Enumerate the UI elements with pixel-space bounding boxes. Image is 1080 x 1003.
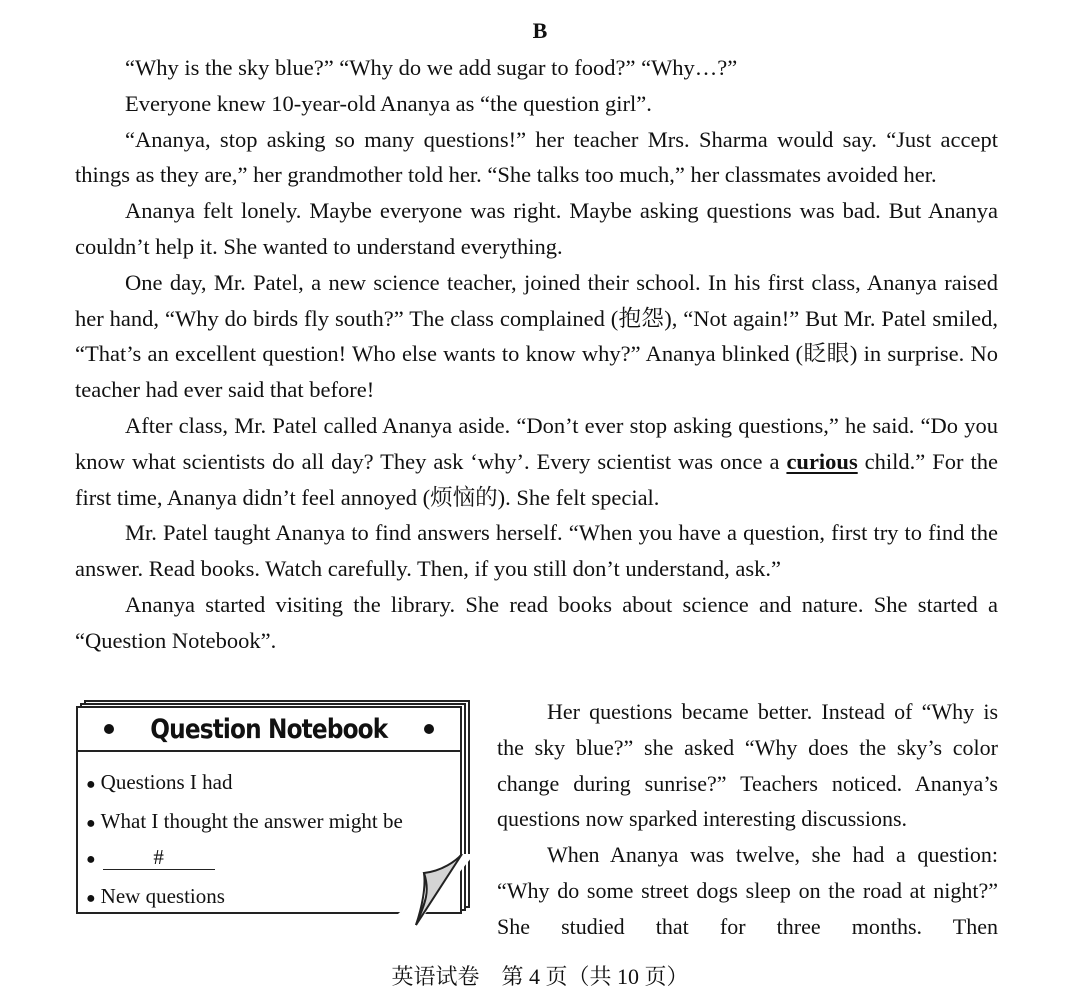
dot-icon (424, 724, 434, 734)
paragraph-text: After class, Mr. Patel called Ananya aside. “Don’t ever stop asking questions,” he said. “Do you know what scientists do all day? They ask ‘why’. Every scientist was once a (75, 412, 998, 474)
answer-blank: # (103, 845, 215, 870)
notebook-header (78, 708, 460, 752)
section-heading: B (532, 18, 548, 43)
list-item-label: What I thought the answer might be (100, 809, 403, 833)
bullet-icon: ● (86, 815, 96, 832)
paragraph-text: child.” For the first time, Ananya didn’t feel annoyed (烦恼的). She felt special. (75, 448, 998, 510)
paragraph: “Ananya, stop asking so many questions!” her teacher Mrs. Sharma would say. “Just accept things as they are,” her grandmother told her. “She talks too much,” her classmates avoided her. (75, 126, 998, 188)
passage-body (75, 50, 998, 659)
paragraph: Everyone knew 10-year-old Ananya as “the question girl”. (125, 90, 652, 116)
paragraph (75, 408, 998, 515)
paragraph: Ananya started visiting the library. She read books about science and nature. She started a “Question Notebook”. (75, 591, 998, 653)
underlined-word: curious (786, 448, 858, 474)
list-item (86, 803, 460, 842)
list-item-label: New questions (100, 884, 225, 908)
list-item (86, 764, 460, 803)
paragraph: Her questions became better. Instead of “Why is the sky blue?” she asked “Why does the sky’s color change during sunrise?” Teachers noticed. Ananya’s questions now sparked interesting discussions. (497, 699, 998, 832)
paragraph: “Why is the sky blue?” “Why do we add sugar to food?” “Why…?” (125, 55, 738, 80)
bullet-icon: ● (86, 890, 96, 907)
paragraph: Ananya felt lonely. Maybe everyone was right. Maybe asking questions was bad. But Ananya couldn’t help it. She wanted to understand everything. (75, 198, 998, 259)
list-item-label: Questions I had (100, 770, 233, 794)
bullet-icon: ● (86, 851, 96, 868)
bullet-icon: ● (86, 776, 96, 793)
paragraph: Mr. Patel taught Ananya to find answers herself. “When you have a question, first try to find the answer. Read books. Watch carefully. Then, if you still don’t understand, ask.” (75, 520, 998, 582)
page-curl-icon (396, 851, 474, 927)
paragraph: When Ananya was twelve, she had a question: “Why do some street dogs sleep on the road at night?” She studied that for three months. Then (497, 842, 998, 939)
page-footer: 英语试卷 第 4 页（共 10 页） (391, 964, 689, 989)
passage-right-column (497, 694, 998, 945)
paragraph: One day, Mr. Patel, a new science teacher, joined their school. In his first class, Ananya raised her hand, “Why do birds fly south?” The class complained (抱怨), “Not again!” But Mr. Patel smiled, “That’s an excellent question! Who else wants to know why?” Ananya blinked (眨眼) in surprise. No teacher had ever said that before! (75, 269, 998, 403)
dot-icon (104, 724, 114, 734)
question-notebook-illustration (76, 706, 473, 926)
notebook-title: Question Notebook (150, 713, 388, 745)
